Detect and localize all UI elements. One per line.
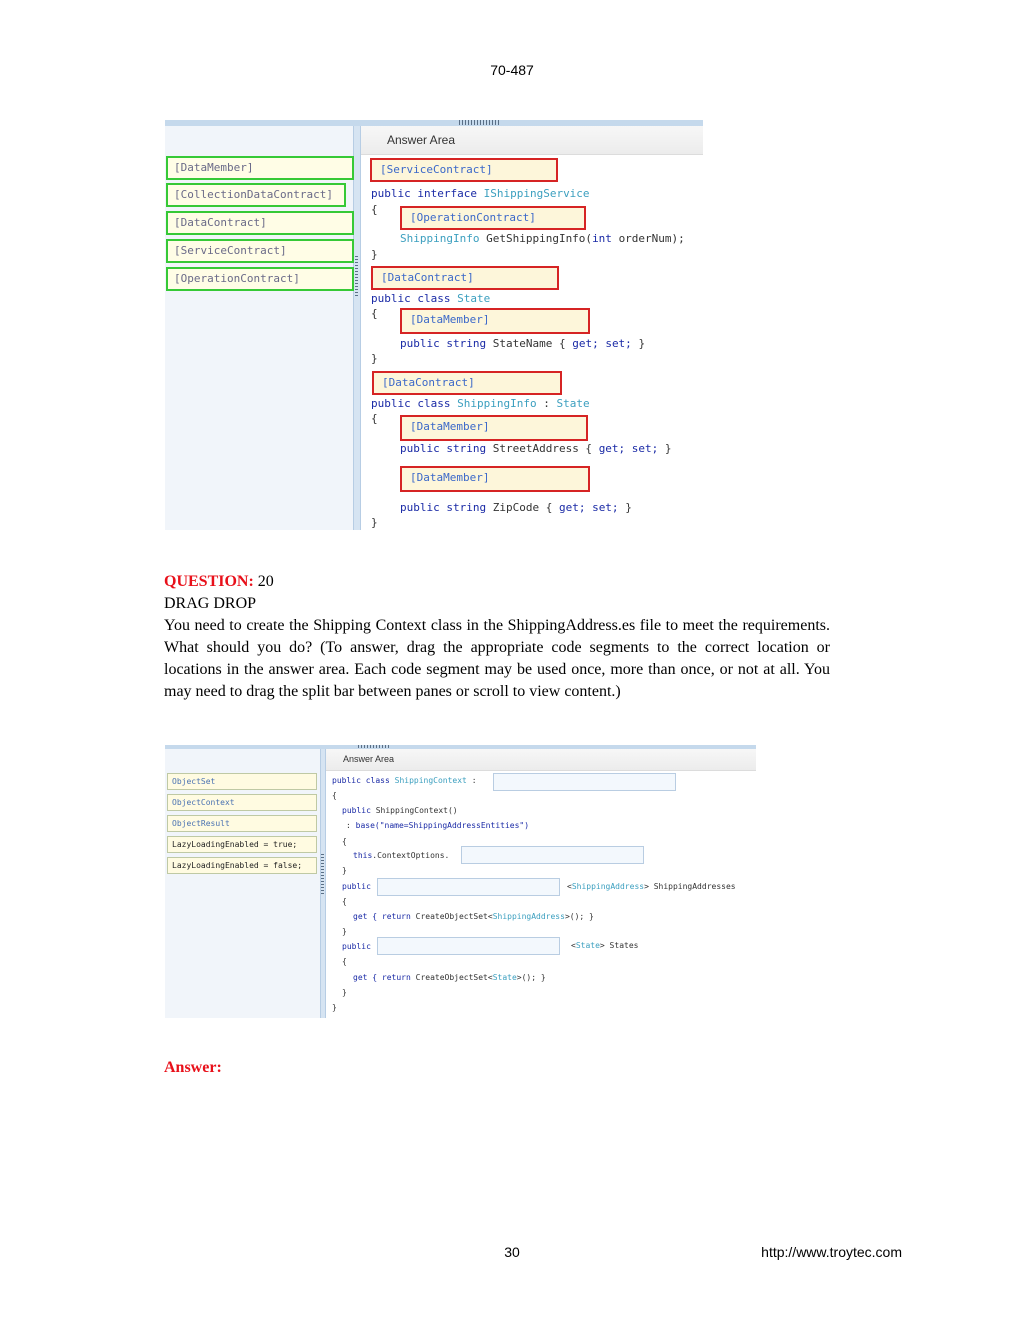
- code-line: {: [371, 307, 378, 320]
- slot-datamember-streetaddress[interactable]: [DataMember]: [400, 415, 588, 441]
- code-line: {: [371, 203, 378, 216]
- code-line: public string StreetAddress { get; set; }: [400, 442, 672, 455]
- slot-base-class[interactable]: [493, 773, 676, 791]
- slot-servicecontract[interactable]: [ServiceContract]: [370, 158, 558, 182]
- figure1-answer-area-label: Answer Area: [387, 133, 456, 147]
- page-number: 30: [504, 1244, 520, 1260]
- code-line: public class ShippingContext :: [332, 776, 477, 785]
- code-line: public class ShippingInfo : State: [371, 397, 590, 410]
- code-line: public interface IShippingService: [371, 187, 590, 200]
- figure2-screenshot: [165, 745, 756, 1018]
- code-line: <State> States: [571, 941, 639, 950]
- slot-operationcontract[interactable]: [OperationContract]: [400, 206, 586, 230]
- source-item-objectcontext[interactable]: ObjectContext: [167, 794, 317, 811]
- answer-label: Answer:: [164, 1059, 222, 1076]
- code-line: }: [371, 248, 378, 261]
- code-line: public: [342, 942, 371, 951]
- source-item-operationcontract[interactable]: [OperationContract]: [166, 267, 354, 291]
- slot-datacontract-state[interactable]: [DataContract]: [371, 266, 559, 290]
- source-item-datamember[interactable]: [DataMember]: [166, 156, 354, 180]
- code-line: }: [342, 927, 347, 936]
- code-line: : base("name=ShippingAddressEntities"): [346, 821, 530, 830]
- figure2-split-grip[interactable]: [358, 745, 390, 748]
- question-label: QUESTION:: [164, 573, 254, 590]
- code-line: <ShippingAddress> ShippingAddresses: [567, 882, 736, 891]
- code-line: public class State: [371, 292, 491, 305]
- page-header: 70-487: [490, 62, 534, 78]
- question-heading: [164, 571, 830, 593]
- figure1-screenshot: [165, 120, 703, 530]
- code-line: public ShippingContext(): [342, 806, 458, 815]
- figure1-splitter[interactable]: [353, 126, 361, 530]
- slot-states-type[interactable]: [377, 937, 560, 955]
- source-item-objectresult[interactable]: ObjectResult: [167, 815, 317, 832]
- code-line: {: [371, 412, 378, 425]
- code-line: {: [342, 897, 347, 906]
- code-line: }: [371, 352, 378, 365]
- source-item-datacontract[interactable]: [DataContract]: [166, 211, 354, 235]
- figure2-answer-area-label: Answer Area: [343, 754, 395, 764]
- code-line: }: [342, 988, 347, 997]
- slot-datacontract-shippinginfo[interactable]: [DataContract]: [372, 371, 562, 395]
- slot-datamember-zipcode[interactable]: [DataMember]: [400, 466, 590, 492]
- figure1-answer-area-header: [361, 126, 703, 155]
- code-line: {: [342, 957, 347, 966]
- source-item-lazyloading-true[interactable]: LazyLoadingEnabled = true;: [167, 836, 317, 853]
- code-line: get { return CreateObjectSet<State>(); }: [353, 973, 546, 982]
- source-item-objectset[interactable]: ObjectSet: [167, 773, 317, 790]
- code-line: public: [342, 882, 371, 891]
- code-line: }: [342, 866, 347, 875]
- source-item-servicecontract[interactable]: [ServiceContract]: [166, 239, 354, 263]
- figure1-split-grip[interactable]: [459, 120, 499, 125]
- source-item-lazyloading-false[interactable]: LazyLoadingEnabled = false;: [167, 857, 317, 874]
- figure2-splitter[interactable]: [320, 749, 326, 1018]
- code-line: public string StateName { get; set; }: [400, 337, 646, 350]
- footer-url: http://www.troytec.com: [761, 1244, 902, 1260]
- code-line: public string ZipCode { get; set; }: [400, 501, 632, 514]
- slot-shippingaddresses-type[interactable]: [377, 878, 560, 896]
- slot-datamember-statename[interactable]: [DataMember]: [400, 308, 590, 334]
- code-line: this.ContextOptions.: [353, 851, 450, 860]
- source-item-collectiondatacontract[interactable]: [CollectionDataContract]: [166, 183, 346, 207]
- code-line: }: [371, 516, 378, 529]
- question-text: You need to create the Shipping Context class in the ShippingAddress.es file to meet the requirements. What should you do? (To answer, drag the appropriate code segments to the correct location or locations in the answer area. Each code segment may be used once, more than once, or not at all. You may need to drag the split bar between panes or scroll to view content.): [164, 617, 830, 700]
- question-number: 20: [257, 573, 274, 590]
- figure1-splitter-grip[interactable]: [355, 256, 358, 296]
- code-line: {: [342, 837, 347, 846]
- question-block: [164, 571, 830, 703]
- code-line: {: [332, 791, 337, 800]
- slot-context-option[interactable]: [461, 846, 644, 864]
- figure2-splitter-grip[interactable]: [321, 854, 324, 894]
- code-line: get { return CreateObjectSet<ShippingAddress>(); }: [353, 912, 594, 921]
- question-type: DRAG DROP: [164, 595, 257, 612]
- code-line: }: [332, 1003, 337, 1012]
- code-line: ShippingInfo GetShippingInfo(int orderNum);: [400, 232, 685, 245]
- figure2-answer-area-header: [326, 749, 756, 771]
